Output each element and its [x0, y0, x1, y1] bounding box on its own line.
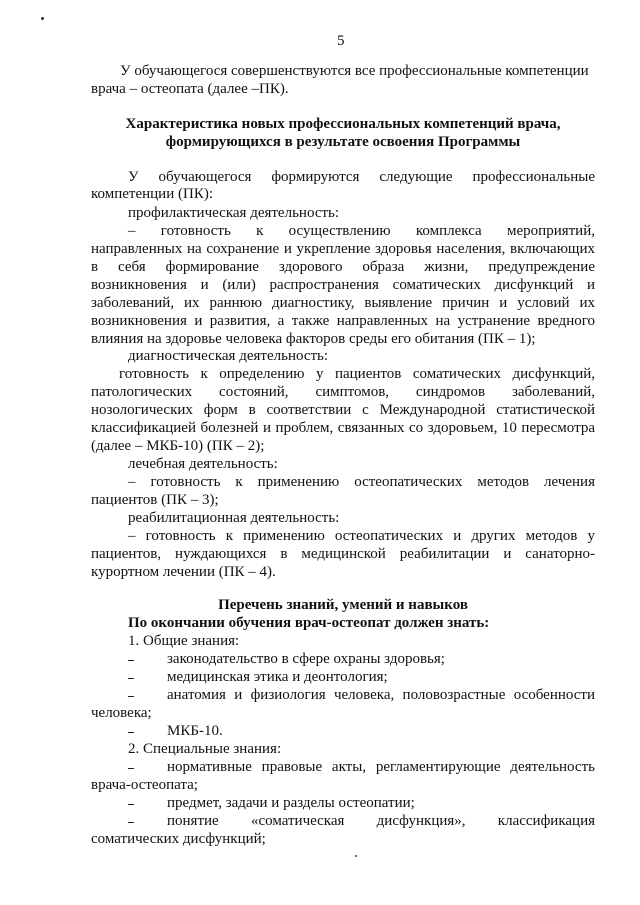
page-number: 5 — [337, 33, 345, 49]
special-knowledge-item: понятие «соматическая дисфункция», классификация — [167, 813, 595, 829]
list-dash — [128, 678, 134, 679]
competencies-intro-line-2: компетенции (ПК): — [91, 186, 213, 202]
knowledge-subheading: По окончании обучения врач-остеопат должен знать: — [128, 615, 490, 631]
prophylactic-line: направленных на сохранение и укрепление здоровья населения, включающих — [91, 241, 595, 257]
prophylactic-line: заболеваний, их раннюю диагностику, выявление причин и условий их — [91, 295, 595, 311]
list-dash — [128, 822, 134, 823]
treatment-line: пациентов (ПК – 3); — [91, 492, 219, 508]
scan-speck — [41, 17, 44, 20]
list-dash — [128, 804, 134, 805]
knowledge-heading: Перечень знаний, умений и навыков — [218, 597, 468, 613]
intro-line-2: врача – остеопата (далее –ПК). — [91, 81, 289, 97]
prophylactic-line: возникновения и развития, а также направленных на устранение вредного — [91, 313, 595, 329]
special-knowledge-item-cont: соматических дисфункций; — [91, 831, 266, 847]
prophylactic-line: в себя формирование здорового образа жизни, предупреждение — [91, 259, 595, 275]
section-heading-line-2: формирующихся в результате освоения Программы — [165, 134, 521, 150]
general-knowledge-item: законодательство в сфере охраны здоровья; — [167, 651, 445, 667]
treatment-line: – готовность к применению остеопатических методов лечения — [128, 474, 595, 490]
special-knowledge-item-cont: врача-остеопата; — [91, 777, 198, 793]
special-knowledge-item: нормативные правовые акты, регламентирующие деятельность — [167, 759, 595, 775]
general-knowledge-item-cont: человека; — [91, 705, 152, 721]
rehab-line: – готовность к применению остеопатических и других методов у — [128, 528, 595, 544]
list-dash — [128, 660, 134, 661]
list-dash — [128, 732, 134, 733]
competencies-intro-line-1: У обучающегося формируются следующие профессиональные — [128, 169, 595, 185]
rehab-title: реабилитационная деятельность: — [128, 510, 340, 526]
rehab-line: пациентов, нуждающихся в медицинской реабилитации и санаторно- — [91, 546, 595, 562]
prophylactic-line: влияния на здоровье человека факторов среды его обитания (ПК – 1); — [91, 331, 536, 347]
section-heading-line-1: Характеристика новых профессиональных компетенций врача, — [125, 116, 561, 132]
diagnostic-line: классификацией болезней и проблем, связанных со здоровьем, 10 пересмотра — [91, 420, 595, 436]
diagnostic-title: диагностическая деятельность: — [128, 348, 329, 364]
intro-line-1: У обучающегося совершенствуются все профессиональные компетенции — [120, 63, 589, 79]
general-knowledge-title: 1. Общие знания: — [128, 633, 240, 649]
rehab-line: курортном лечении (ПК – 4). — [91, 564, 276, 580]
prophylactic-title: профилактическая деятельность: — [128, 205, 340, 221]
special-knowledge-item: предмет, задачи и разделы остеопатии; — [167, 795, 415, 811]
list-dash — [128, 768, 134, 769]
diagnostic-line: нозологических форм в соответствии с Международной статистической — [91, 402, 595, 418]
prophylactic-line: – готовность к осуществлению комплекса мероприятий, — [128, 223, 595, 239]
diagnostic-line: (далее – МКБ-10) (ПК – 2); — [91, 438, 265, 454]
general-knowledge-item: медицинская этика и деонтология; — [167, 669, 388, 685]
diagnostic-line: патологических состояний, симптомов, синдромов заболеваний, — [91, 384, 595, 400]
diagnostic-line: готовность к определению у пациентов соматических дисфункций, — [119, 366, 595, 382]
scan-speck — [355, 855, 357, 857]
special-knowledge-title: 2. Специальные знания: — [128, 741, 282, 757]
prophylactic-line: возникновения и (или) распространения соматических дисфункций и — [91, 277, 595, 293]
list-dash — [128, 696, 134, 697]
general-knowledge-item: МКБ-10. — [167, 723, 223, 739]
general-knowledge-item: анатомия и физиология человека, половозрастные особенности — [167, 687, 595, 703]
treatment-title: лечебная деятельность: — [128, 456, 278, 472]
